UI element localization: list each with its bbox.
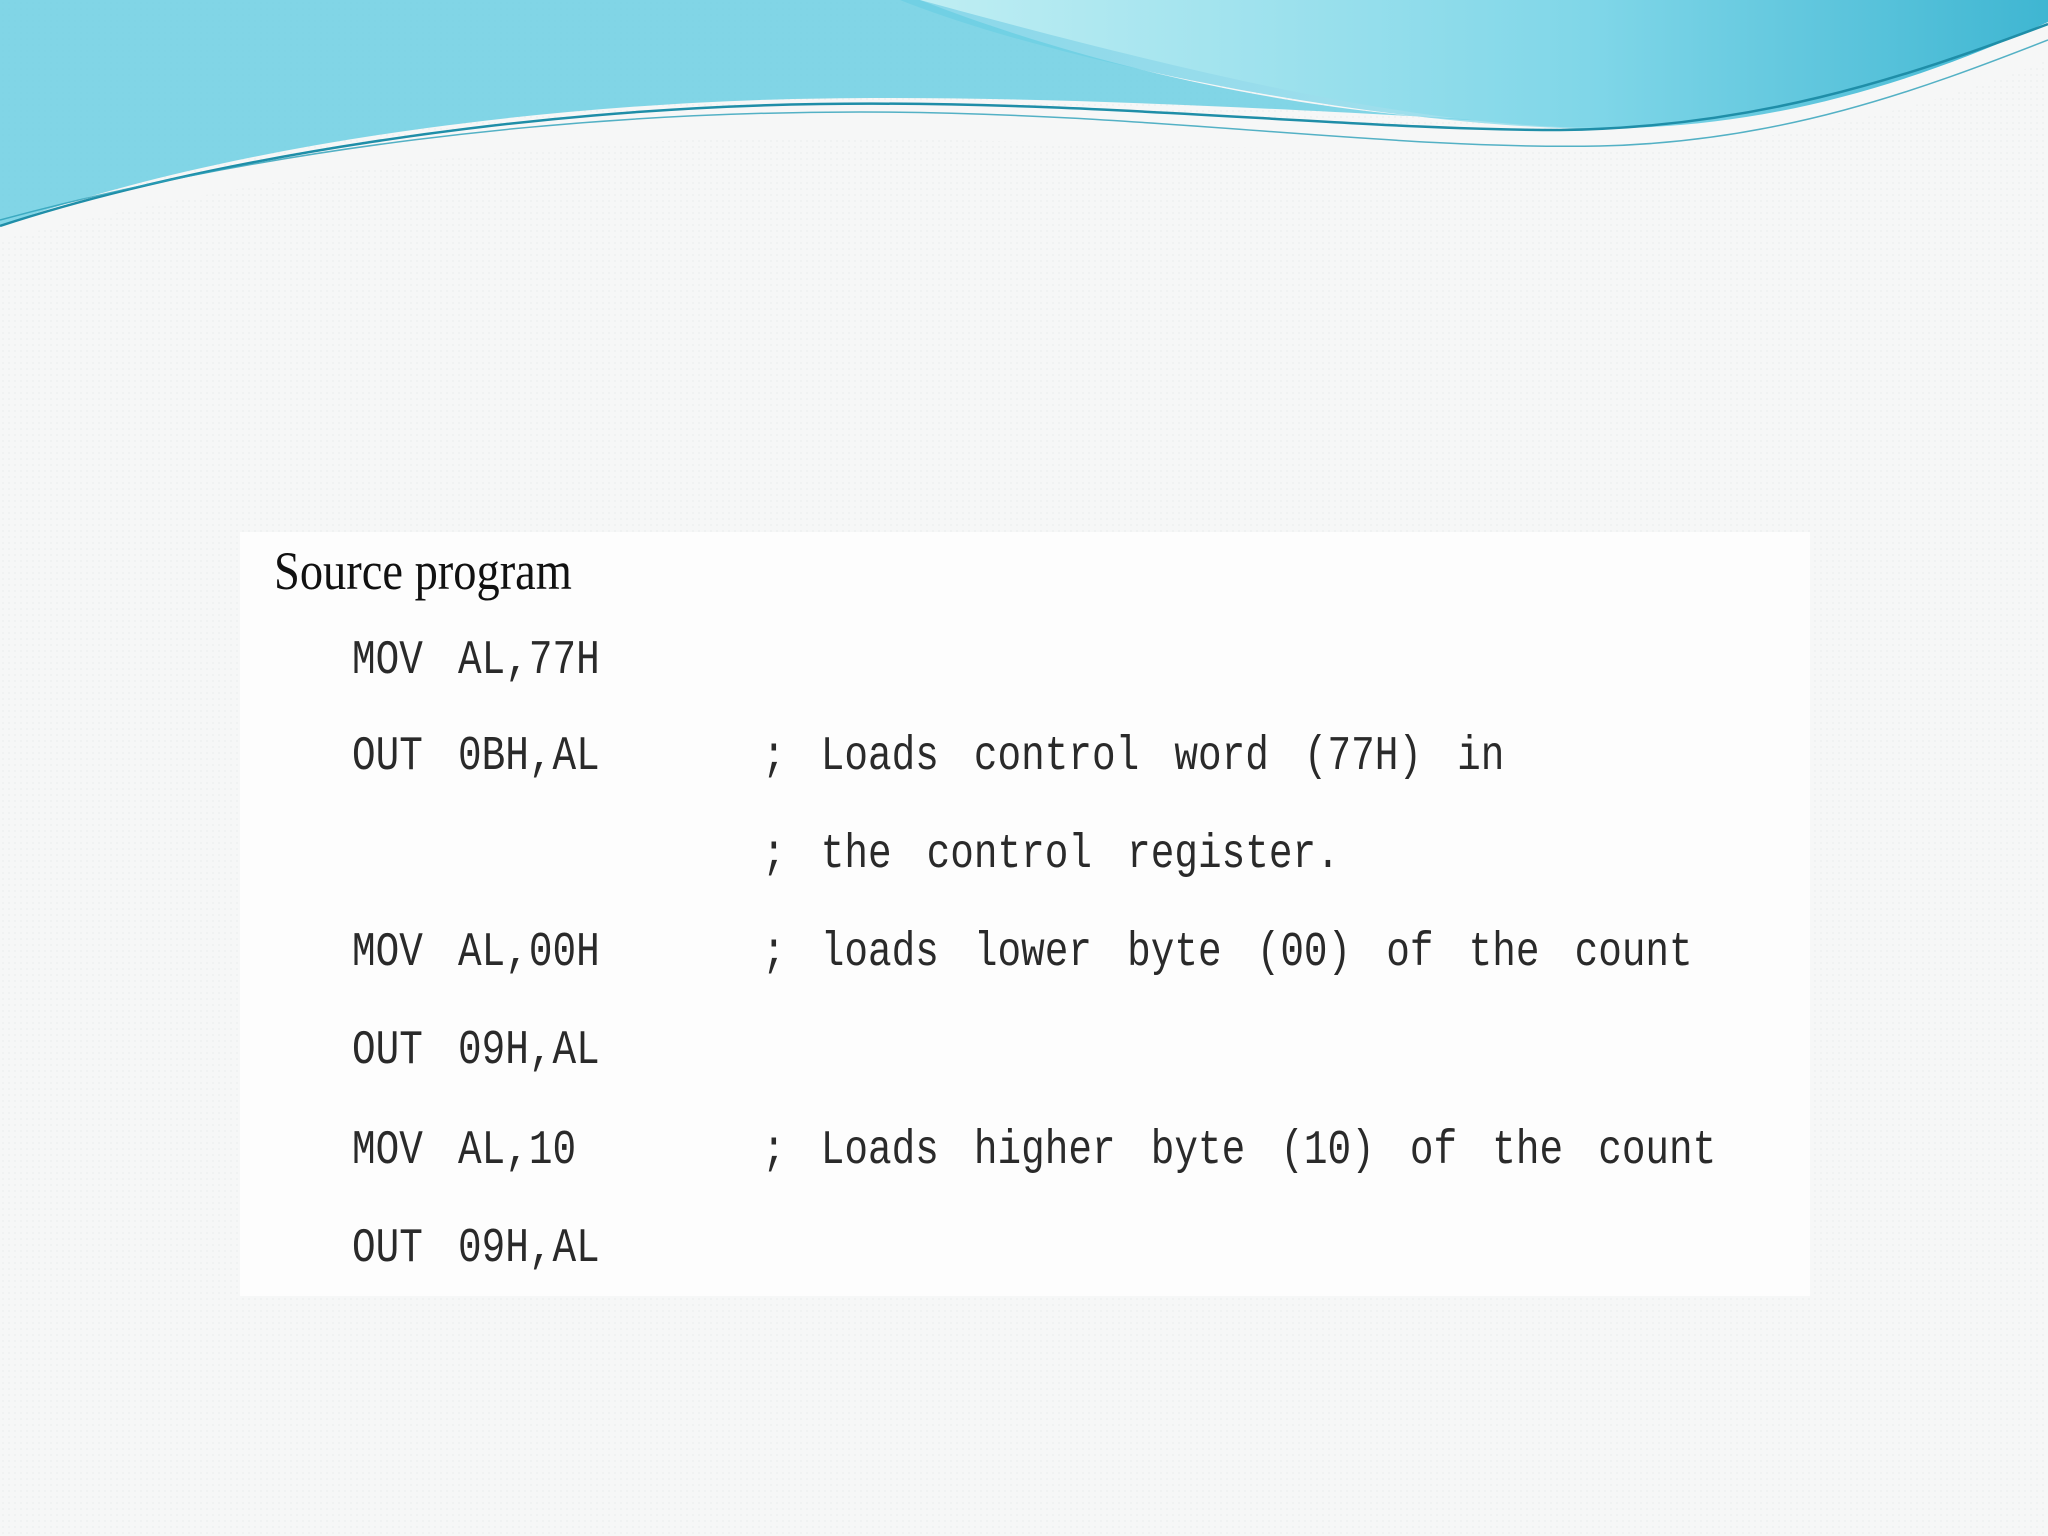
code-line	[240, 1222, 1810, 1292]
code-line	[240, 730, 1810, 800]
header-wave-decoration	[0, 0, 2048, 240]
code-line	[240, 1024, 1810, 1094]
code-operands: 0BH,AL	[458, 730, 600, 784]
code-mnemonic: OUT	[352, 730, 423, 784]
source-program-title: Source program	[274, 541, 572, 601]
code-mnemonic: MOV	[352, 1124, 423, 1178]
code-operands: AL,10	[458, 1124, 577, 1178]
code-line	[240, 634, 1810, 704]
code-mnemonic: MOV	[352, 634, 423, 688]
code-line	[240, 926, 1810, 996]
code-comment: ; loads lower byte (00) of the count	[762, 926, 1693, 980]
code-mnemonic: MOV	[352, 926, 423, 980]
code-operands: AL,00H	[458, 926, 600, 980]
code-listing-panel	[240, 532, 1810, 1296]
code-operands: 09H,AL	[458, 1222, 600, 1276]
code-mnemonic: OUT	[352, 1222, 423, 1276]
code-mnemonic: OUT	[352, 1024, 423, 1078]
code-operands: 09H,AL	[458, 1024, 600, 1078]
code-line	[240, 1124, 1810, 1194]
code-line	[240, 828, 1810, 898]
code-comment: ; Loads control word (77H) in	[762, 730, 1505, 784]
code-comment: ; Loads higher byte (10) of the count	[762, 1124, 1717, 1178]
code-comment: ; the control register.	[762, 828, 1340, 882]
code-operands: AL,77H	[458, 634, 600, 688]
